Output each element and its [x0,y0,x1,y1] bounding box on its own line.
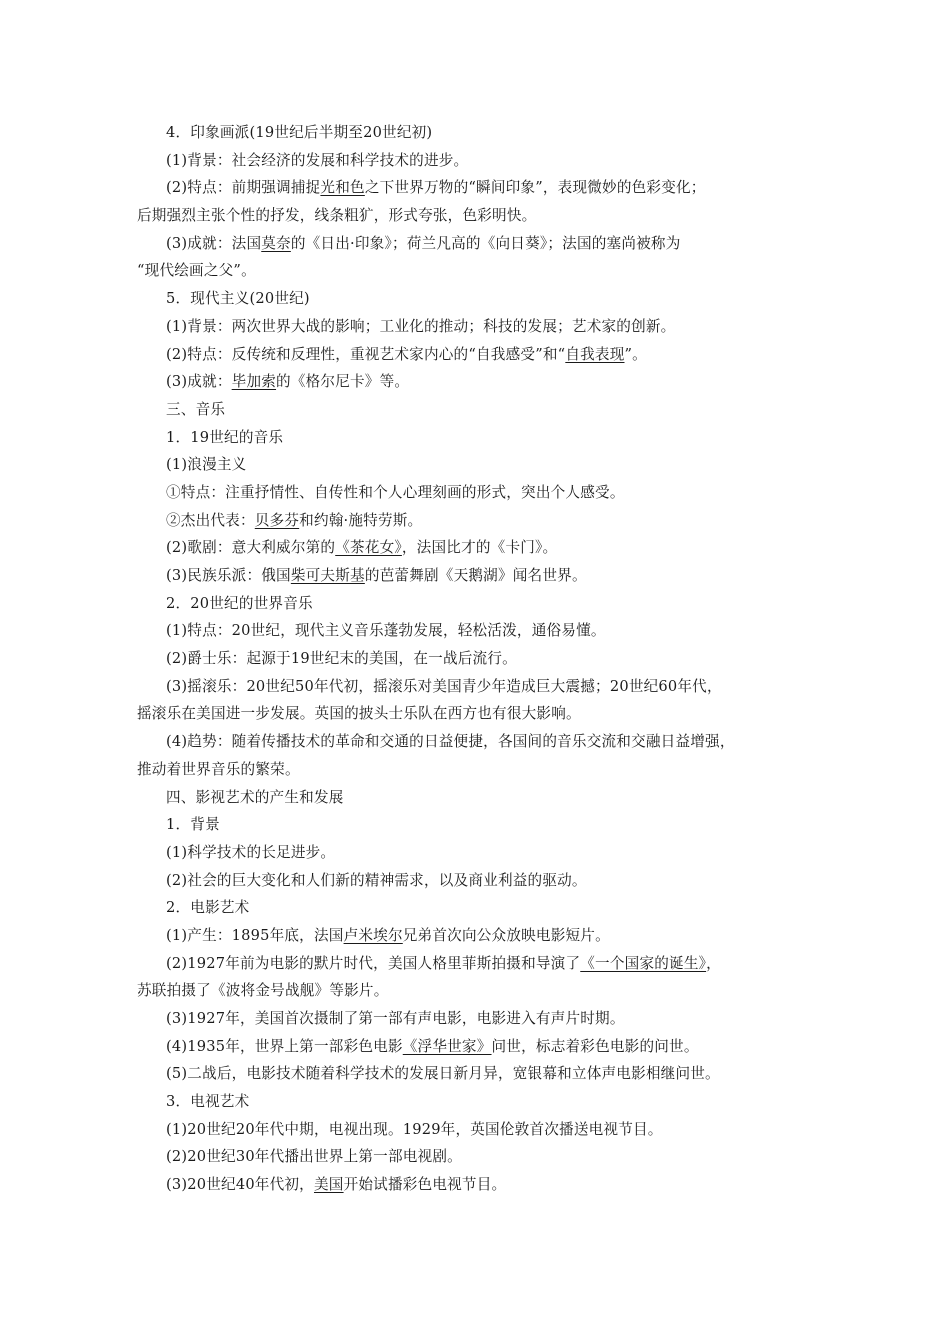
text-line [137,507,817,535]
text-segment: (3)摇滚乐：20世纪50年代初，摇滚乐对美国青少年造成巨大震撼；20世纪60年代， [166,677,722,695]
text-line [137,1005,817,1033]
text-line [137,673,817,701]
text-line [137,174,817,202]
text-line [137,867,817,895]
text-segment: 问世，标志着彩色电影的问世。 [491,1037,699,1055]
text-segment: (2)特点：反传统和反理性，重视艺术家内心的“自我感受”和“ [166,345,566,363]
text-segment: 推动着世界音乐的繁荣。 [137,760,300,778]
text-segment: (3)20世纪40年代初， [166,1176,314,1194]
text-segment: 2．电影艺术 [166,899,250,917]
text-line [137,784,817,812]
text-line [137,700,817,728]
text-line [137,1088,817,1116]
text-segment: 四、影视艺术的产生和发展 [166,788,344,806]
text-line [137,534,817,562]
text-line [137,1060,817,1088]
text-segment: (3)1927年，美国首次摄制了第一部有声电影，电影进入有声片时期。 [166,1010,625,1027]
text-segment: 3．电视艺术 [166,1093,250,1111]
text-line [137,1143,817,1171]
text-segment: 1．19世纪的音乐 [166,428,284,446]
text-line [137,728,817,756]
text-segment: (3)成就：法国 [166,234,262,252]
text-segment: (4)1935年，世界上第一部彩色电影 [166,1037,403,1055]
text-segment: 兄弟首次向公众放映电影短片。 [402,926,610,944]
text-segment: 苏联拍摄了《波将金号战舰》等影片。 [137,982,389,1000]
underlined-term: 美国 [313,1176,344,1194]
text-line [137,950,817,978]
text-segment: (2)特点：前期强调捕捉 [166,179,321,197]
underlined-term: 贝多芬 [254,511,300,529]
text-line [137,922,817,950]
underlined-term: 自我表现 [565,345,625,363]
text-segment: (5)二战后，电影技术随着科学技术的发展日新月异，宽银幕和立体声电影相继问世。 [166,1065,720,1083]
text-segment: ， [706,954,721,972]
text-segment: (3)民族乐派：俄国 [166,567,291,584]
underlined-term: 《浮华世家》 [402,1037,492,1055]
text-segment: (1)背景：两次世界大战的影响；工业化的推动；科技的发展；艺术家的创新。 [166,317,676,335]
text-segment: ”。 [624,345,647,363]
text-segment: 4．印象画派(19世纪后半期至20世纪初) [166,124,433,141]
text-line [137,202,817,230]
text-line [137,617,817,645]
text-line [137,894,817,922]
text-segment: (1)产生：1895年底，法国 [166,926,344,944]
text-segment: 摇滚乐在美国进一步发展。英国的披头士乐队在西方也有很大影响。 [137,705,581,723]
text-line [137,285,817,313]
text-line [137,147,817,175]
text-line [137,341,817,369]
underlined-term: 《茶花女》 [335,539,402,557]
text-line [137,451,817,479]
underlined-term: 光和色 [320,179,365,197]
text-segment: (2)社会的巨大变化和人们新的精神需求，以及商业利益的驱动。 [166,871,587,889]
text-line [137,590,817,618]
text-line [137,811,817,839]
text-segment: (1)科学技术的长足进步。 [166,843,336,861]
text-segment: 1．背景 [166,816,220,834]
text-line [137,313,817,341]
text-line [137,424,817,452]
text-segment: (3)成就： [166,373,232,391]
text-segment: (2)20世纪30年代播出世界上第一部电视剧。 [166,1148,462,1166]
document-body [137,119,817,1199]
text-segment: 5．现代主义(20世纪) [166,290,310,308]
text-segment: 的《格尔尼卡》等。 [276,373,410,391]
text-segment: “现代绘画之父”。 [137,262,256,280]
text-segment: 后期强烈主张个性的抒发，线条粗犷，形式夸张，色彩明快。 [137,207,537,225]
text-segment: 开始试播彩色电视节目。 [343,1176,507,1194]
text-line [137,368,817,396]
text-line [137,1033,817,1061]
text-line [137,230,817,258]
text-line [137,1116,817,1144]
underlined-term: 柴可夫斯基 [290,567,365,584]
text-line [137,562,817,590]
text-segment: (2)爵士乐：起源于19世纪末的美国，在一战后流行。 [166,650,517,668]
text-line [137,1171,817,1199]
text-line [137,257,817,285]
text-line [137,977,817,1005]
text-segment: 和约翰·施特劳斯。 [299,511,423,529]
text-segment: (4)趋势：随着传播技术的革命和交通的日益便捷，各国间的音乐交流和交融日益增强， [166,733,735,751]
text-segment: (1)20世纪20年代中期，电视出现。1929年，英国伦敦首次播送电视节目。 [166,1120,663,1138]
text-segment: ①特点：注重抒情性、自传性和个人心理刻画的形式，突出个人感受。 [166,483,625,501]
text-segment: ②杰出代表： [166,511,255,529]
text-segment: 之下世界万物的“瞬间印象”，表现微妙的色彩变化； [364,179,706,197]
text-line [137,396,817,424]
underlined-term: 《一个国家的诞生》 [580,954,707,972]
text-segment: (1)特点：20世纪，现代主义音乐蓬勃发展，轻松活泼，通俗易懂。 [166,622,606,640]
text-line [137,479,817,507]
text-segment: (1)浪漫主义 [166,456,247,474]
underlined-term: 毕加索 [231,373,277,391]
underlined-term: 卢米埃尔 [343,926,403,944]
text-line [137,119,817,147]
text-segment: 三、音乐 [166,400,226,418]
text-segment: (1)背景：社会经济的发展和科学技术的进步。 [166,151,469,169]
text-line [137,839,817,867]
text-segment: 的《日出·印象》；荷兰凡高的《向日葵》；法国的塞尚被称为 [290,234,681,252]
text-segment: 的芭蕾舞剧《天鹅湖》闻名世界。 [364,567,587,584]
text-segment: (2)歌剧：意大利威尔第的 [166,539,336,557]
text-segment: (2)1927年前为电影的默片时代，美国人格里菲斯拍摄和导演了 [166,954,581,972]
underlined-term: 莫奈 [261,234,291,252]
text-segment: ，法国比才的《卡门》。 [401,539,558,557]
text-line [137,645,817,673]
text-segment: 2．20世纪的世界音乐 [166,594,313,612]
text-line [137,756,817,784]
